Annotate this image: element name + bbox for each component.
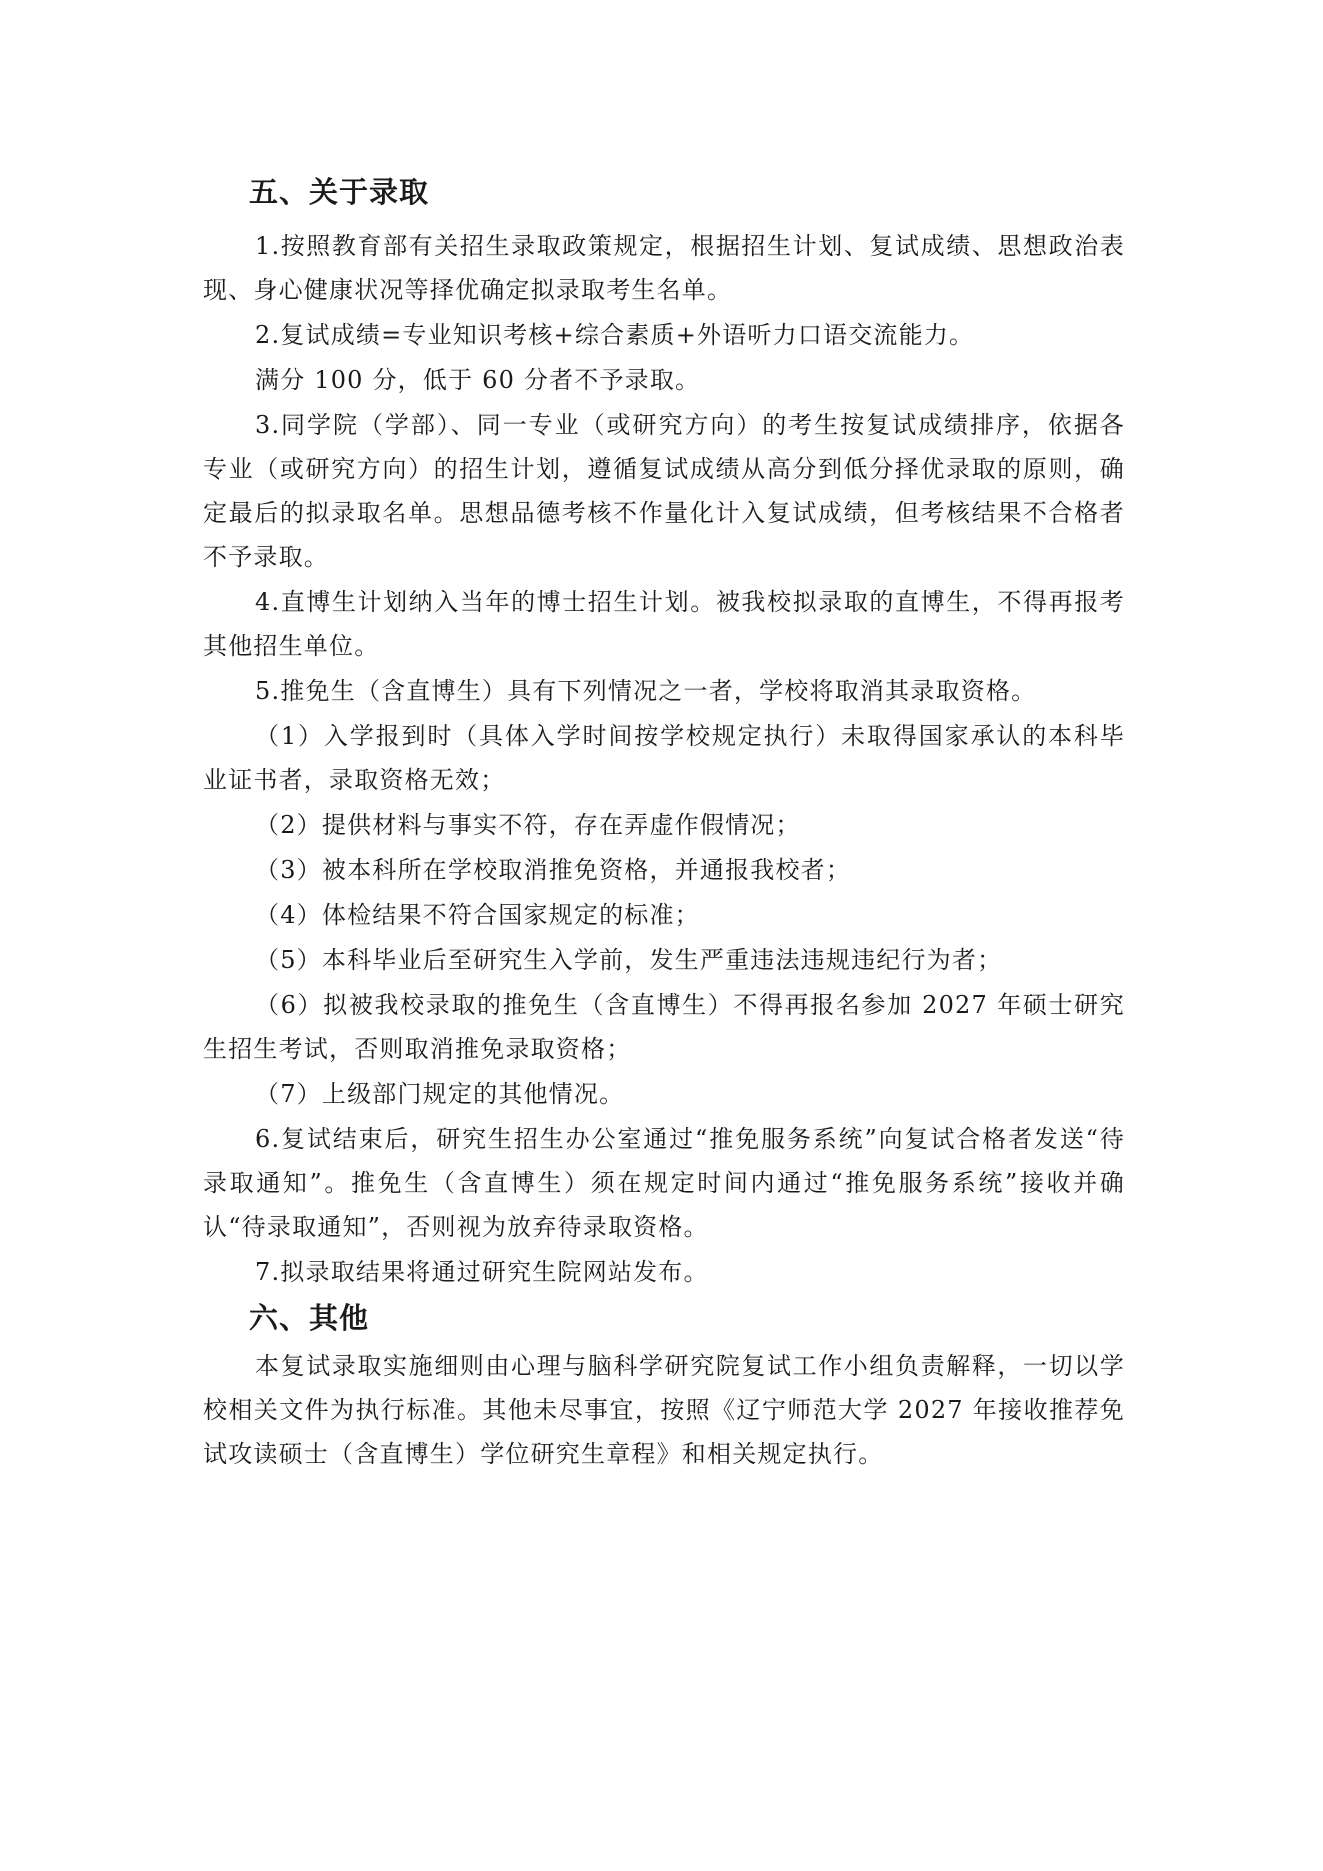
admission-item-7: 7.拟录取结果将通过研究生院网站发布。 xyxy=(255,1258,709,1286)
document-body xyxy=(203,170,1125,1476)
admission-item-3: 3.同学院（学部）、同一专业（或研究方向）的考生按复试成绩排序，依据各专业（或研究方向）的招生计划，遵循复试成绩从高分到低分择优录取的原则，确定最后的拟录取名单。思想品德考核不作量化计入复试成绩，但考核结果不合格者不予录取。 xyxy=(203,411,1125,571)
admission-item-4: 4.直博生计划纳入当年的博士招生计划。被我校拟录取的直博生，不得再报考其他招生单位。 xyxy=(203,588,1125,660)
disqualification-item-1: （1）入学报到时（具体入学时间按学校规定执行）未取得国家承认的本科毕业证书者，录取资格无效； xyxy=(203,722,1125,794)
disqualification-item-3: （3）被本科所在学校取消推免资格，并通报我校者； xyxy=(255,856,852,884)
disqualification-item-4: （4）体检结果不符合国家规定的标准； xyxy=(255,901,700,929)
disqualification-item-6: （6）拟被我校录取的推免生（含直博生）不得再报名参加 2027 年硕士研究生招生考试，否则取消推免录取资格； xyxy=(203,991,1125,1063)
disqualification-item-5: （5）本科毕业后至研究生入学前，发生严重违法违规违纪行为者； xyxy=(255,946,1003,974)
other-paragraph: 本复试录取实施细则由心理与脑科学研究院复试工作小组负责解释，一切以学校相关文件为执行标准。其他未尽事宜，按照《辽宁师范大学 2027 年接收推荐免试攻读硕士（含直博生）学位研究生章程》和相关规定执行。 xyxy=(203,1352,1125,1468)
admission-item-6: 6.复试结束后，研究生招生办公室通过“推免服务系统”向复试合格者发送“待录取通知”。推免生（含直博生）须在规定时间内通过“推免服务系统”接收并确认“待录取通知”，否则视为放弃待录取资格。 xyxy=(203,1125,1125,1241)
section-heading-admission: 五、关于录取 xyxy=(249,175,430,209)
admission-item-1: 1.按照教育部有关招生录取政策规定，根据招生计划、复试成绩、思想政治表现、身心健康状况等择优确定拟录取考生名单。 xyxy=(203,232,1125,304)
disqualification-item-2: （2）提供材料与事实不符，存在弄虚作假情况； xyxy=(255,811,801,839)
section-heading-other: 六、其他 xyxy=(249,1301,370,1335)
admission-item-5: 5.推免生（含直博生）具有下列情况之一者，学校将取消其录取资格。 xyxy=(255,677,1037,705)
admission-score-note: 满分 100 分，低于 60 分者不予录取。 xyxy=(255,366,701,394)
disqualification-item-7: （7）上级部门规定的其他情况。 xyxy=(255,1080,625,1108)
admission-item-2: 2.复试成绩=专业知识考核+综合素质+外语听力口语交流能力。 xyxy=(255,321,975,349)
